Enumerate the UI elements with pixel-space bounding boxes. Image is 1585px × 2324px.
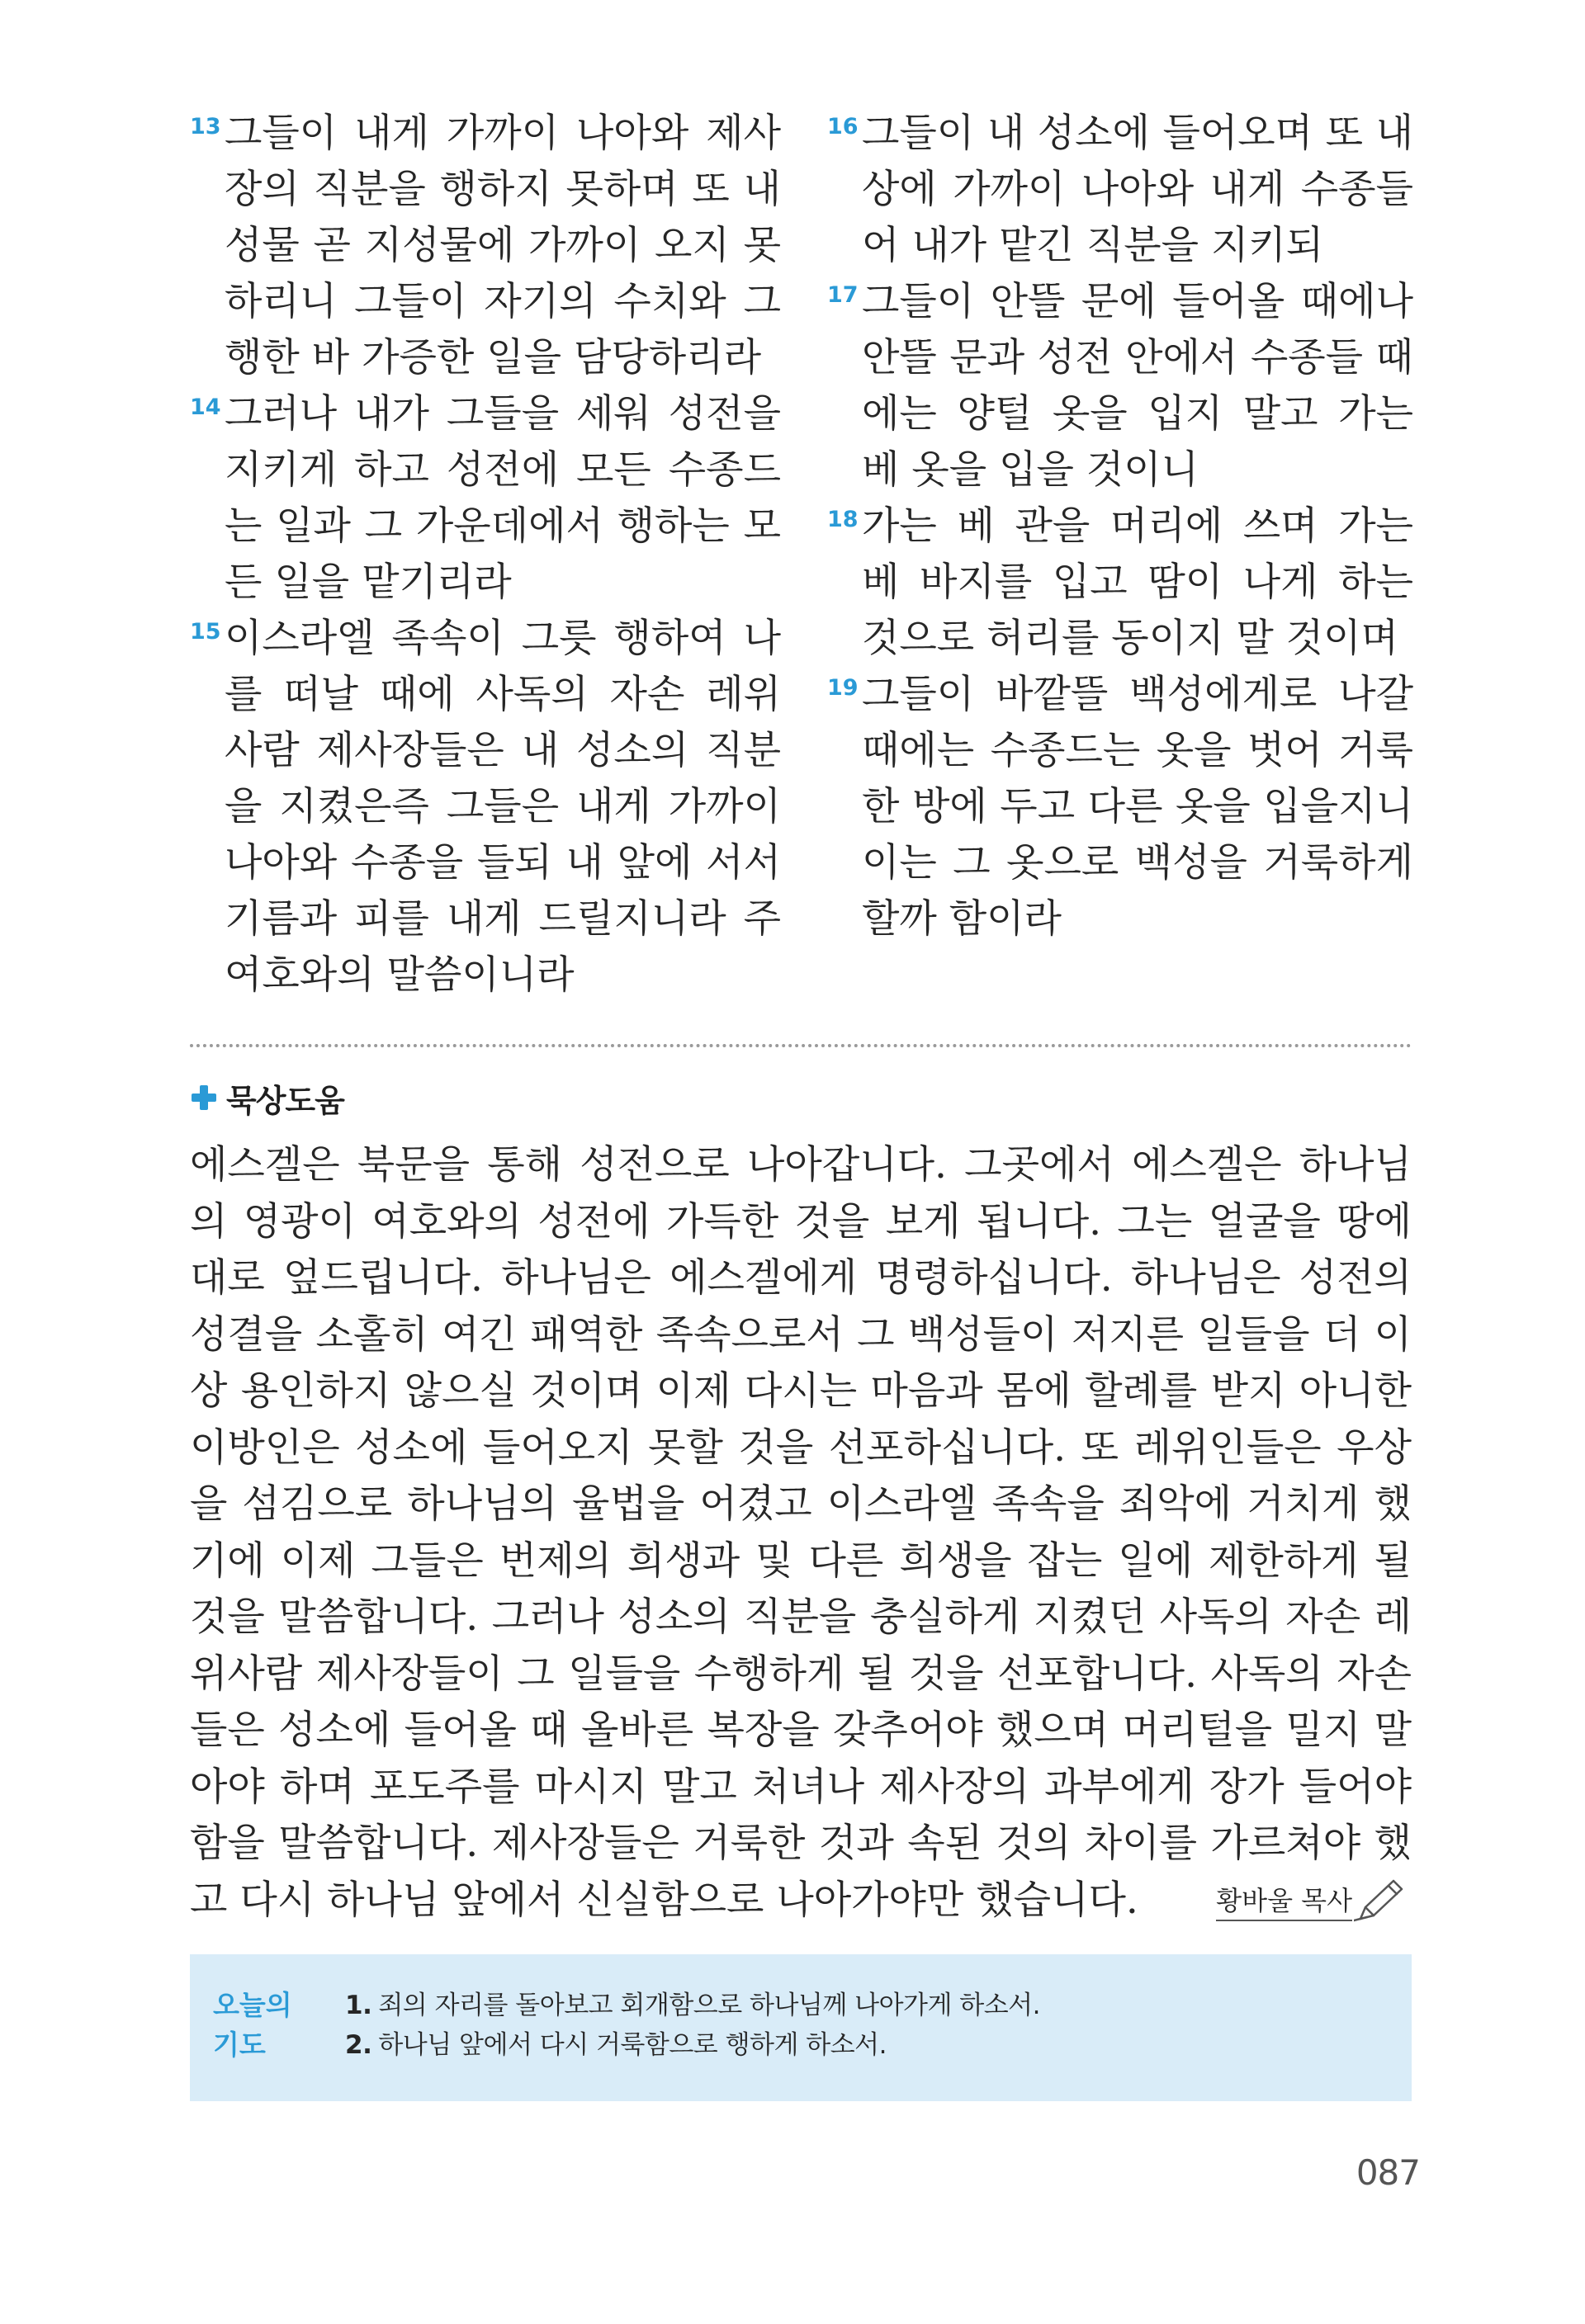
verse-number: 18 — [827, 507, 859, 532]
prayer-label-line2: 기도 — [213, 2029, 266, 2061]
verse-column-right — [827, 106, 1413, 947]
meditation-title: 묵상도움 — [226, 1082, 344, 1119]
prayer-item — [345, 2025, 1040, 2065]
prayer-item-text: 죄의 자리를 돌아보고 회개함으로 하나님께 나아가게 하소서. — [378, 1991, 1040, 2020]
dotted-divider — [190, 1044, 1412, 1047]
scripture-passage — [0, 106, 1585, 1022]
verse-text: 가는 베 관을 머리에 쓰며 가는 베 바지를 입고 땀이 나게 하는 것으로 허리를 동이지 말 것이며 — [862, 503, 1413, 661]
verse-16 — [827, 106, 1413, 274]
prayer-item-number: 1. — [345, 1991, 372, 2020]
verse-text: 그들이 내 성소에 들어오며 또 내 상에 가까이 나아와 내게 수종들어 내가 맡긴 직분을 지키되 — [862, 111, 1413, 268]
verse-19 — [827, 667, 1413, 947]
verse-17 — [827, 274, 1413, 498]
prayer-box — [190, 1954, 1412, 2101]
prayer-list — [345, 1986, 1040, 2065]
prayer-label — [213, 1986, 304, 2065]
verse-number: 16 — [827, 114, 859, 139]
verse-text: 그들이 바깥뜰 백성에게로 나갈 때에는 수종드는 옷을 벗어 거룩한 방에 두고 다른 옷을 입을지니 이는 그 옷으로 백성을 거룩하게 할까 함이라 — [862, 672, 1413, 942]
page-number: 087 — [1356, 2152, 1420, 2193]
verse-text: 그들이 내게 가까이 나아와 제사장의 직분을 행하지 못하며 또 내 성물 곧 지성물에 가까이 오지 못하리니 그들이 자기의 수치와 그 행한 바 가증한 일을 담당하리라 — [225, 111, 781, 380]
verse-18 — [827, 498, 1413, 667]
prayer-item-number: 2. — [345, 2030, 372, 2060]
verse-text: 그들이 안뜰 문에 들어올 때에나 안뜰 문과 성전 안에서 수종들 때에는 양털 옷을 입지 말고 가는 베 옷을 입을 것이니 — [862, 279, 1413, 493]
verse-number: 14 — [190, 394, 221, 420]
pencil-icon — [1354, 1876, 1412, 1925]
verse-number: 13 — [190, 114, 221, 139]
meditation-body: 에스겔은 북문을 통해 성전으로 나아갑니다. 그곳에서 에스겔은 하나님의 영광이 여호와의 성전에 가득한 것을 보게 됩니다. 그는 얼굴을 땅에 대로 엎드립니다. 하나님은 에스겔에게 명령하십니다. 하나님은 성전의 성결을 소홀히 여긴 패역한 족속으로서 그 백성들이 저지른 일들을 더 이상 용인하지 않으실 것이며 이제 다시는 마음과 몸에 할례를 받지 아니한 이방인은 성소에 들어오지 못할 것을 선포하십니다. 또 레위인들은 우상을 섬김으로 하나님의 율법을 어겼고 이스라엘 족속을 죄악에 거치게 했기에 이제 그들은 번제의 희생과 및 다른 희생을 잡는 일에 제한하게 될 것을 말씀합니다. 그러나 성소의 직분을 충실하게 지켰던 사독의 자손 레위사람 제사장들이 그 일들을 수행하게 될 것을 선포합니다. 사독의 자손들은 성소에 들어올 때 올바른 복장을 갖추어야 했으며 머리털을 밀지 말아야 하며 포도주를 마시지 말고 처녀나 제사장의 과부에게 장가 들어야 함을 말씀합니다. 제사장들은 거룩한 것과 속된 것의 차이를 가르쳐야 했고 다시 하나님 앞에서 신실함으로 나아가야만 했습니다. — [190, 1142, 1412, 1923]
meditation-heading — [190, 1073, 344, 1122]
prayer-item — [345, 1986, 1040, 2025]
verse-number: 19 — [827, 675, 859, 701]
author-name: 황바울 목사 — [1216, 1880, 1352, 1921]
author-signature — [1156, 1872, 1412, 1930]
verse-14 — [190, 386, 781, 611]
verse-15 — [190, 611, 781, 1004]
verse-column-left — [190, 106, 781, 1004]
verse-13 — [190, 106, 781, 386]
verse-text: 그러나 내가 그들을 세워 성전을 지키게 하고 성전에 모든 수종드는 일과 그 가운데에서 행하는 모든 일을 맡기리라 — [225, 391, 781, 605]
verse-number: 15 — [190, 619, 221, 645]
plus-icon — [190, 1084, 218, 1112]
prayer-item-text: 하나님 앞에서 다시 거룩함으로 행하게 하소서. — [378, 2030, 887, 2060]
prayer-label-line1: 오늘의 — [213, 1989, 292, 2021]
verse-text: 이스라엘 족속이 그릇 행하여 나를 떠날 때에 사독의 자손 레위 사람 제사장들은 내 성소의 직분을 지켰은즉 그들은 내게 가까이 나아와 수종을 들되 내 앞에 서서 기름과 피를 내게 드릴지니라 주 여호와의 말씀이니라 — [225, 616, 781, 998]
verse-number: 17 — [827, 282, 859, 308]
